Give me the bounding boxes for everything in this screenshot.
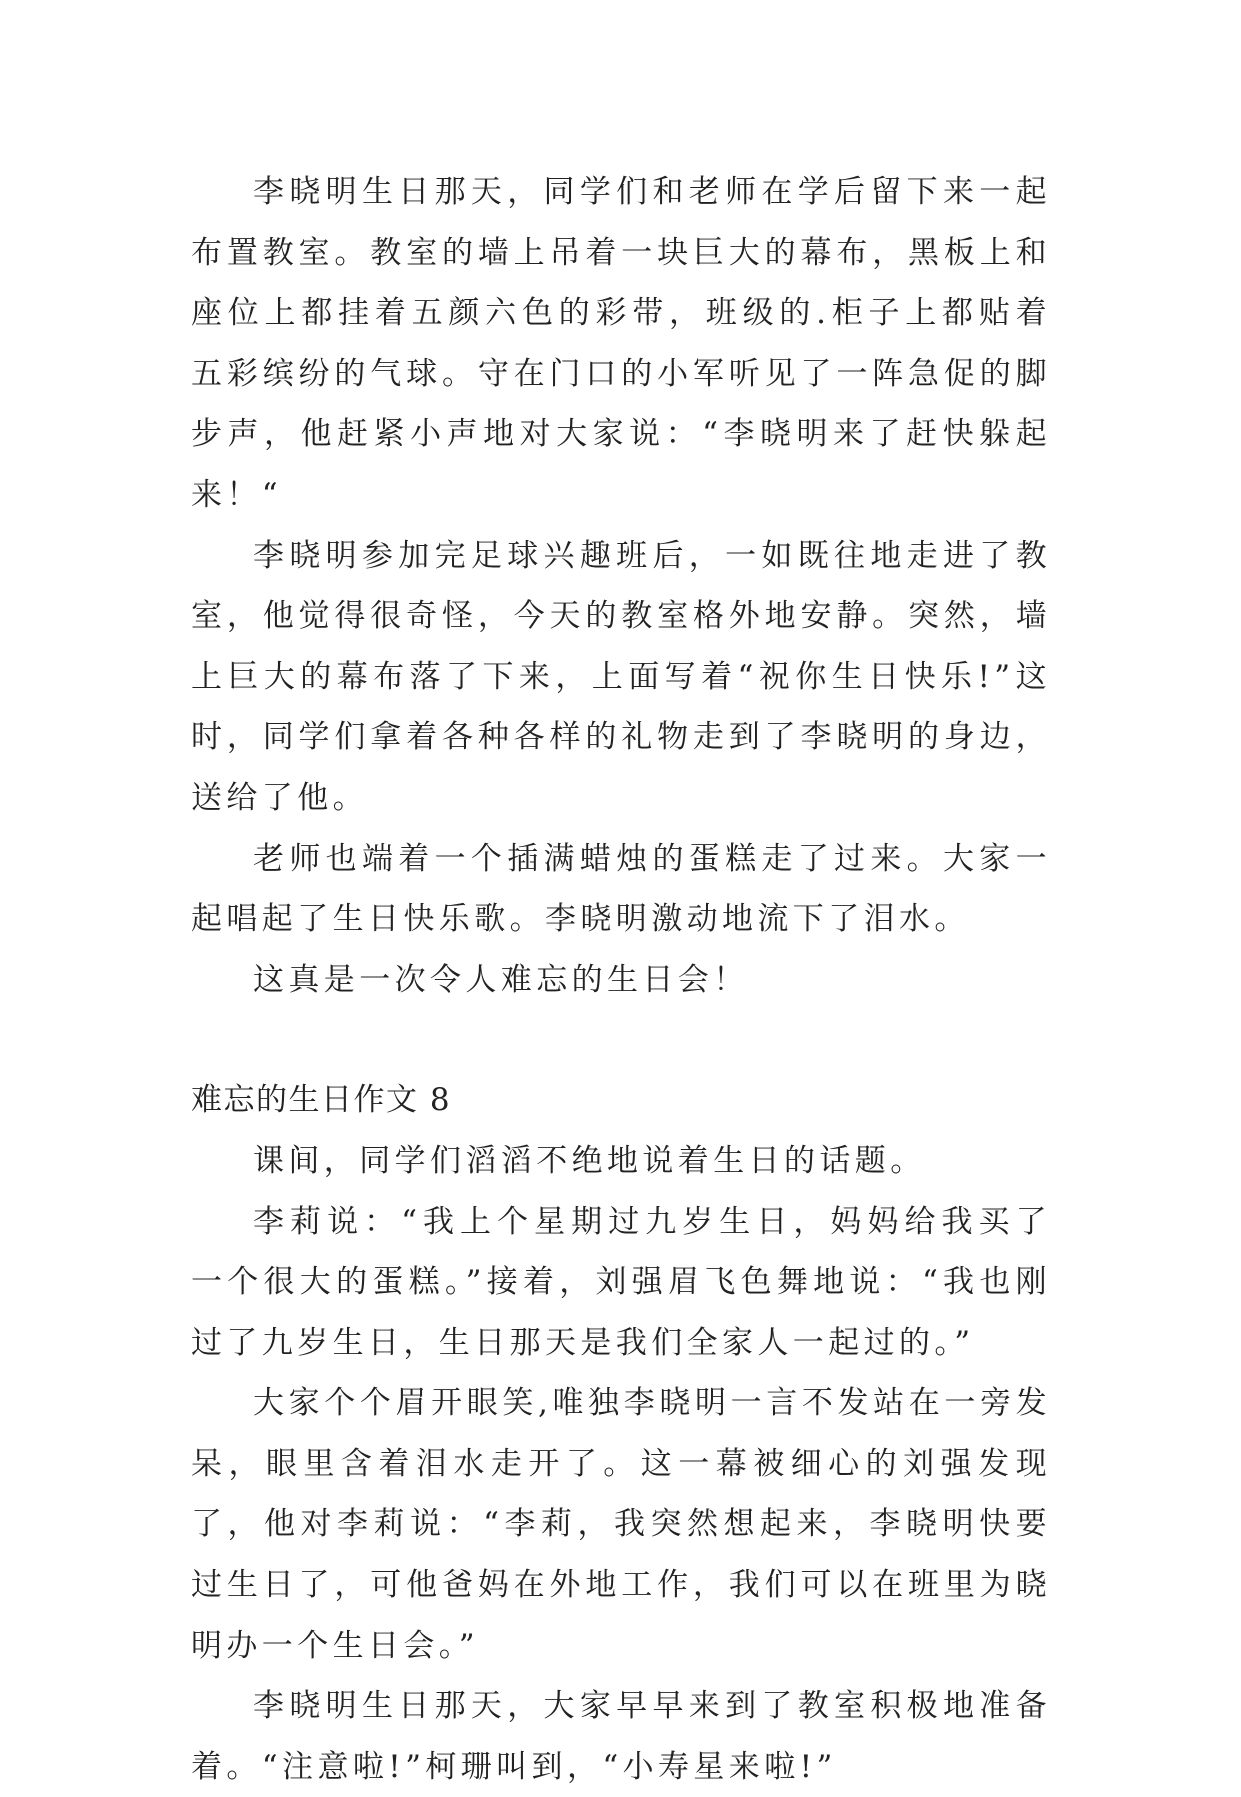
paragraph-6: 李莉说：“我上个星期过九岁生日，妈妈给我买了一个很大的蛋糕。”接着，刘强眉飞色舞地说：“我也刚过了九岁生日，生日那天是我们全家人一起过的。” xyxy=(191,1203,1051,1361)
paragraph-1: 李晓明生日那天，同学们和老师在学后留下来一起布置教室。教室的墙上吊着一块巨大的幕布，黑板上和座位上都挂着五颜六色的彩带，班级的.柜子上都贴着五彩缤纷的气球。守在门口的小军听见了一阵急促的脚步声，他赶紧小声地对大家说：“李晓明来了赶快躲起来！“ xyxy=(191,174,1051,513)
document-body xyxy=(191,162,1051,1797)
essay-heading: 难忘的生日作文 8 xyxy=(191,1082,452,1119)
paragraph-5: 课间，同学们滔滔不绝地说着生日的话题。 xyxy=(253,1142,926,1179)
paragraph-3: 老师也端着一个插满蜡烛的蛋糕走了过来。大家一起唱起了生日快乐歌。李晓明激动地流下了泪水。 xyxy=(191,840,1051,938)
paragraph-2: 李晓明参加完足球兴趣班后，一如既往地走进了教室，他觉得很奇怪，今天的教室格外地安静。突然，墙上巨大的幕布落了下来，上面写着“祝你生日快乐!”这时，同学们拿着各种各样的礼物走到了李晓明的身边，送给了他。 xyxy=(191,537,1051,816)
paragraph-4: 这真是一次令人难忘的生日会！ xyxy=(253,961,749,998)
paragraph-8: 李晓明生日那天，大家早早来到了教室积极地准备着。“注意啦!”柯珊叫到，“小寿星来啦!” xyxy=(191,1688,1051,1785)
paragraph-7: 大家个个眉开眼笑,唯独李晓明一言不发站在一旁发呆，眼里含着泪水走开了。这一幕被细心的刘强发现了，他对李莉说：“李莉，我突然想起来，李晓明快要过生日了，可他爸妈在外地工作，我们可以在班里为晓明办一个生日会。” xyxy=(191,1385,1051,1664)
